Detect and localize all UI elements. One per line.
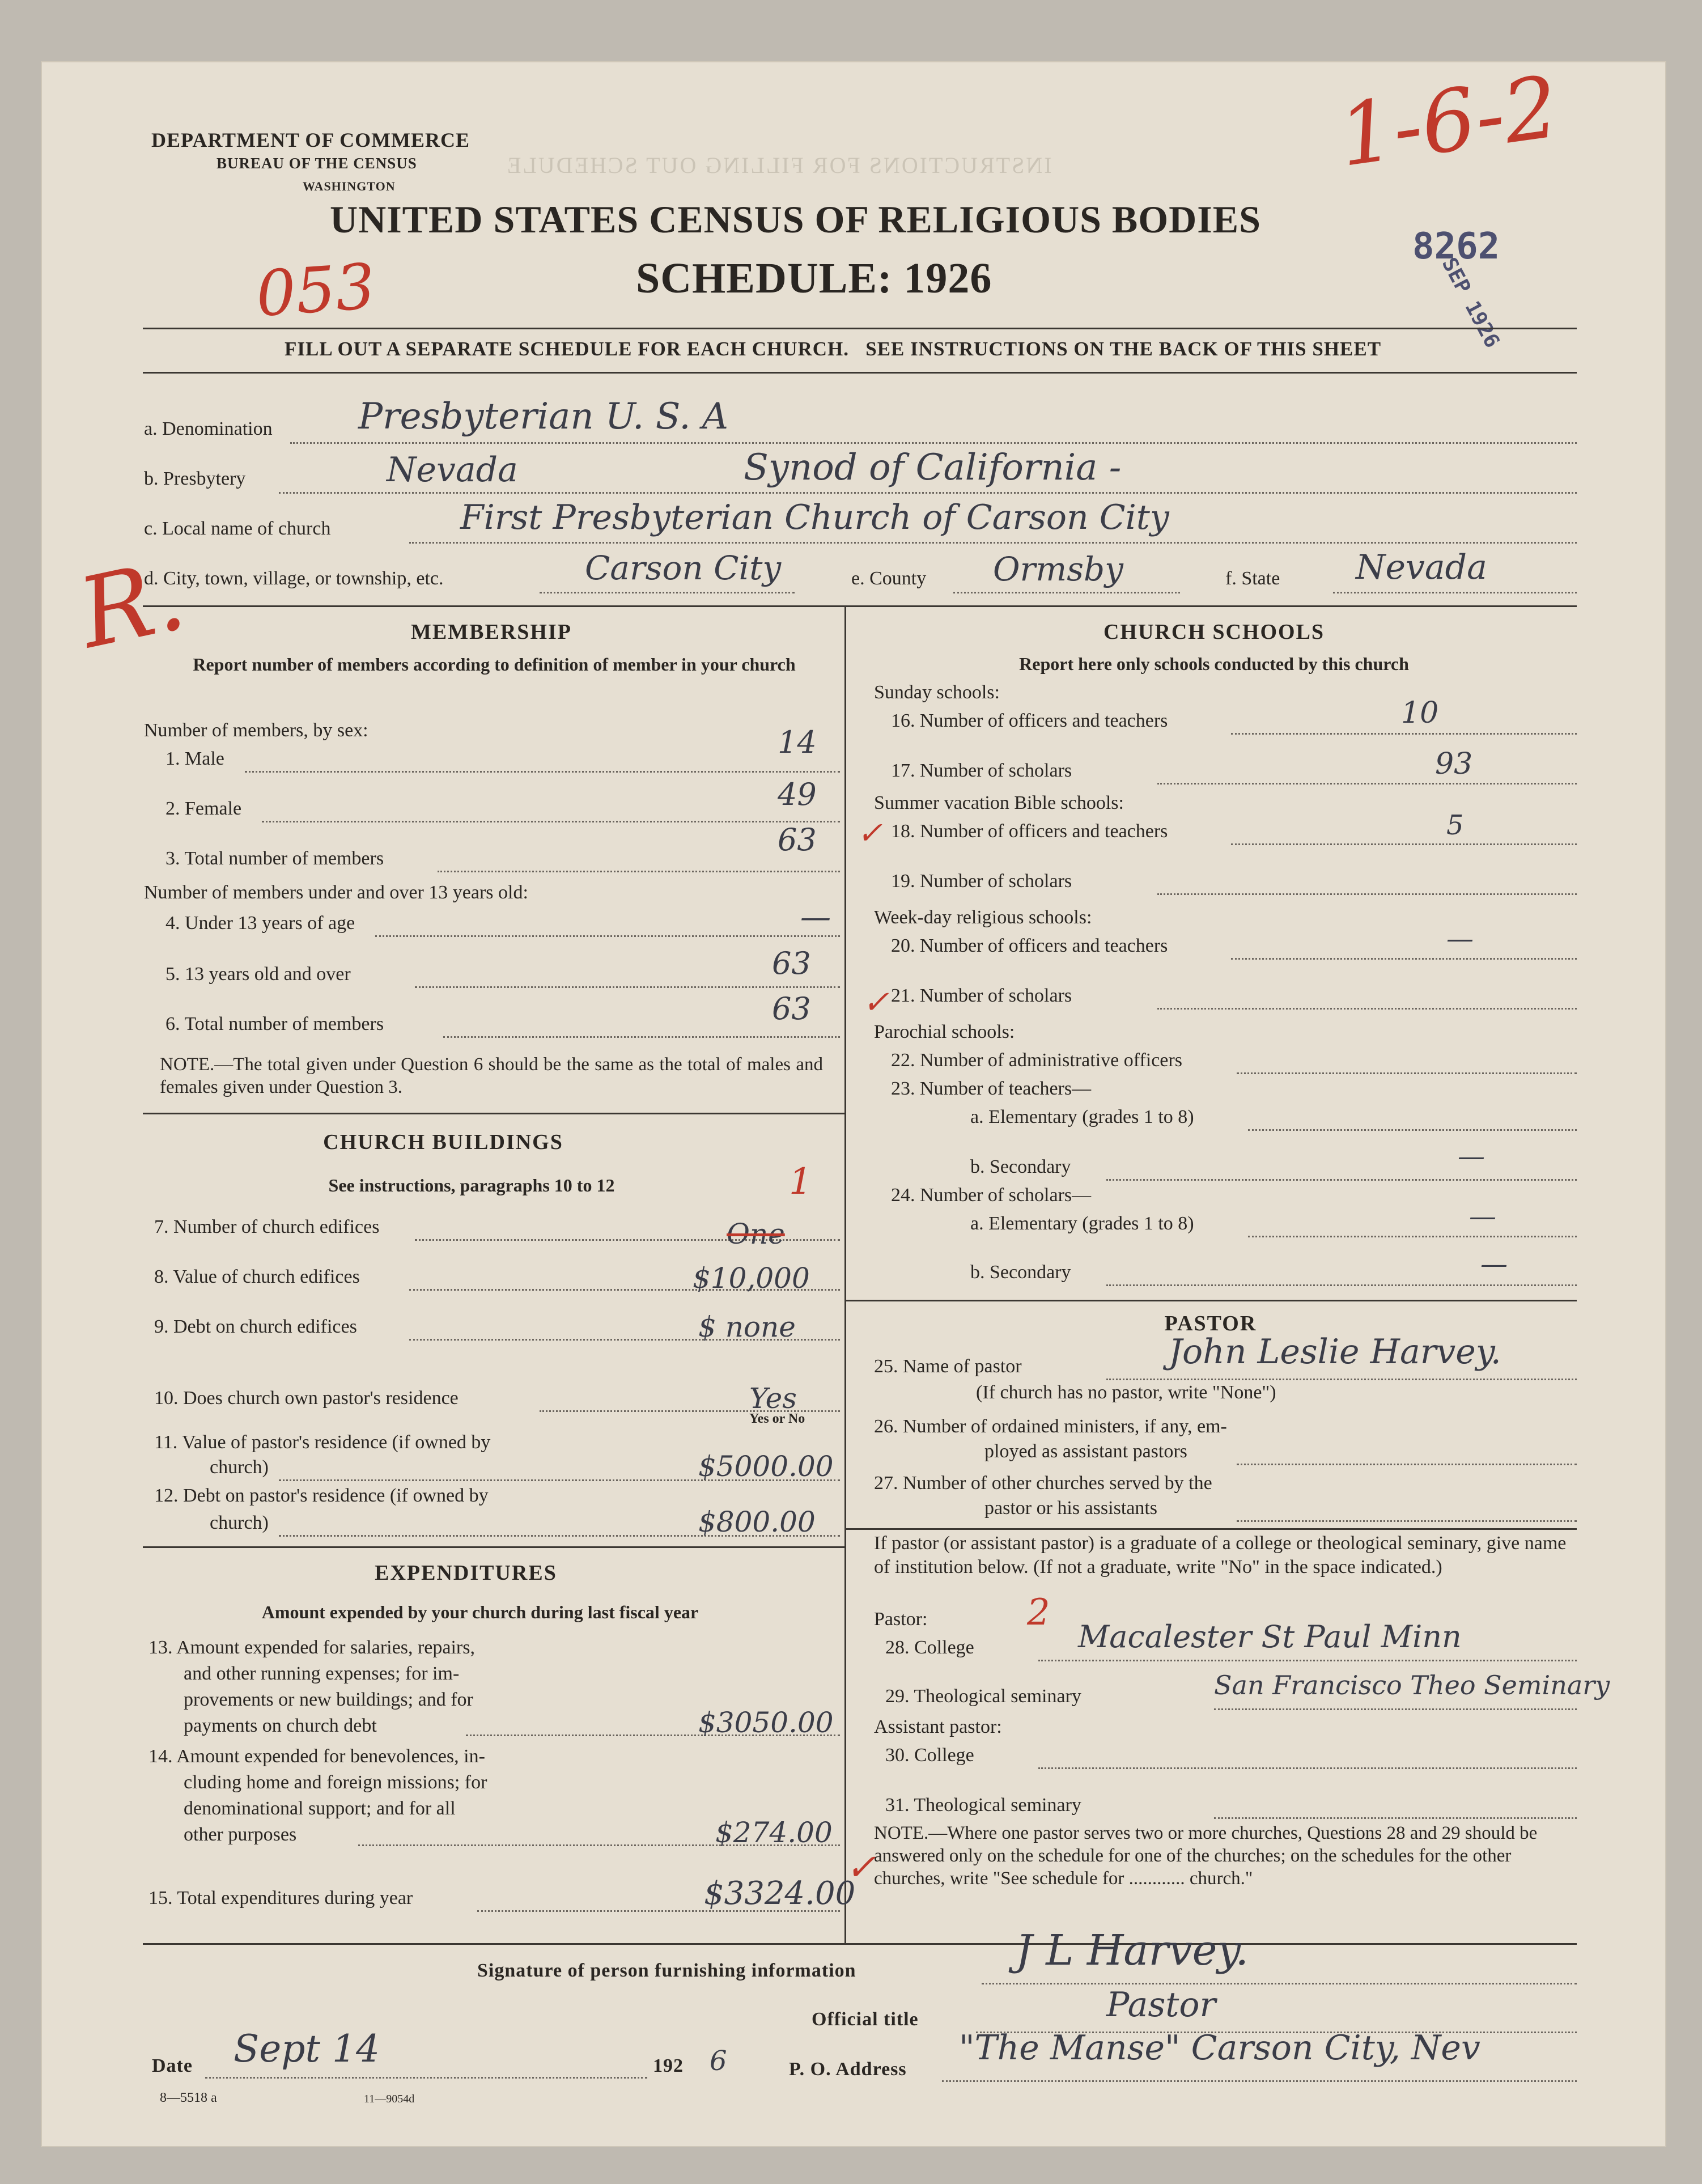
q26-line bbox=[1237, 1464, 1577, 1465]
form-title: UNITED STATES CENSUS OF RELIGIOUS BODIES bbox=[330, 198, 1261, 241]
q25-hint: (If church has no pastor, write "None") bbox=[976, 1382, 1276, 1403]
q23a-label: a. Elementary (grades 1 to 8) bbox=[970, 1106, 1194, 1127]
q14-value: $274.00 bbox=[715, 1816, 833, 1849]
q24a-label: a. Elementary (grades 1 to 8) bbox=[970, 1213, 1194, 1234]
q30-label: 30. College bbox=[885, 1745, 974, 1766]
date-label: Date bbox=[152, 2055, 193, 2076]
q12-value: $800.00 bbox=[698, 1506, 816, 1538]
presbytery-line bbox=[279, 492, 1577, 494]
form-number: 8—5518 a bbox=[160, 2090, 217, 2105]
q26-label-line2: ployed as assistant pastors bbox=[984, 1441, 1187, 1462]
expenditures-heading: EXPENDITURES bbox=[375, 1561, 557, 1585]
q21-label: 21. Number of scholars bbox=[891, 985, 1072, 1006]
q3-label: 3. Total number of members bbox=[165, 848, 384, 869]
q1-value: 14 bbox=[778, 724, 817, 760]
state-value: Nevada bbox=[1356, 548, 1487, 587]
census-form-sheet bbox=[41, 57, 1666, 2147]
q8-label: 8. Value of church edifices bbox=[154, 1266, 360, 1287]
q17-value: 93 bbox=[1435, 747, 1473, 781]
q17-line bbox=[1157, 783, 1577, 784]
state-label: f. State bbox=[1225, 568, 1280, 589]
q13-line1: 13. Amount expended for salaries, repairs, bbox=[148, 1637, 475, 1658]
county-label: e. County bbox=[851, 568, 927, 589]
q10-hint: Yes or No bbox=[749, 1411, 805, 1426]
q19-label: 19. Number of scholars bbox=[891, 871, 1072, 892]
q27-label-line1: 27. Number of other churches served by the bbox=[874, 1473, 1212, 1494]
q31-label: 31. Theological seminary bbox=[885, 1795, 1081, 1816]
denomination-value: Presbyterian U. S. A bbox=[358, 396, 729, 438]
church-name-label: c. Local name of church bbox=[144, 518, 331, 539]
membership-bottom-rule bbox=[143, 1113, 844, 1114]
q28-label: 28. College bbox=[885, 1637, 974, 1658]
q14-line2: cluding home and foreign missions; for bbox=[184, 1772, 487, 1793]
q13-line2: and other running expenses; for im- bbox=[184, 1663, 460, 1684]
q28-value: Macalester St Paul Minn bbox=[1078, 1619, 1462, 1655]
q12-label-line1: 12. Debt on pastor's residence (if owned by bbox=[154, 1485, 489, 1506]
county-line bbox=[953, 592, 1180, 593]
header-bottom-rule bbox=[143, 372, 1577, 374]
q15-check-mark: ✓ bbox=[846, 1847, 876, 1889]
dept-name: DEPARTMENT OF COMMERCE bbox=[151, 129, 470, 151]
official-title-label: Official title bbox=[812, 2009, 919, 2030]
q10-value: Yes bbox=[749, 1382, 797, 1415]
q13-text bbox=[148, 1635, 475, 1739]
q6-line bbox=[443, 1036, 840, 1038]
q11-label-line2: church) bbox=[210, 1457, 269, 1478]
q12-label-line2: church) bbox=[210, 1512, 269, 1533]
received-date-stamp: SEP 1926 bbox=[1437, 254, 1504, 352]
q25-label: 25. Name of pastor bbox=[874, 1356, 1022, 1377]
q26-label-line1: 26. Number of ordained ministers, if any, em- bbox=[874, 1416, 1227, 1437]
city-label: d. City, town, village, or township, etc. bbox=[144, 568, 444, 589]
q7-value: One bbox=[727, 1218, 785, 1250]
pastor-heading: PASTOR bbox=[1164, 1312, 1257, 1335]
q5-value: 63 bbox=[772, 945, 811, 981]
q16-line bbox=[1231, 733, 1577, 735]
q13-line3: provements or new buildings; and for bbox=[184, 1689, 473, 1710]
q13-line4: payments on church debt bbox=[184, 1715, 377, 1736]
q2-line bbox=[262, 821, 840, 822]
q27-label-line2: pastor or his assistants bbox=[984, 1498, 1158, 1519]
margin-mark: R. bbox=[70, 539, 194, 671]
q24b-line bbox=[1106, 1284, 1577, 1286]
q6-label: 6. Total number of members bbox=[165, 1013, 384, 1034]
city-value: Carson City bbox=[585, 549, 782, 587]
denomination-label: a. Denomination bbox=[144, 418, 273, 439]
buildings-heading: CHURCH BUILDINGS bbox=[323, 1130, 563, 1154]
date-value: Sept 14 bbox=[234, 2027, 380, 2071]
q2-label: 2. Female bbox=[165, 798, 242, 819]
pastor-mid-rule bbox=[844, 1528, 1577, 1530]
form-subtitle: SCHEDULE: 1926 bbox=[636, 255, 992, 302]
q9-label: 9. Debt on church edifices bbox=[154, 1316, 357, 1337]
q29-value: San Francisco Theo Seminary bbox=[1214, 1670, 1610, 1700]
q4-line bbox=[375, 935, 840, 937]
q8-value: $10,000 bbox=[693, 1262, 810, 1295]
q22-line bbox=[1237, 1072, 1577, 1074]
q17-label: 17. Number of scholars bbox=[891, 760, 1072, 781]
q27-line bbox=[1237, 1520, 1577, 1522]
summer-schools-heading: Summer vacation Bible schools: bbox=[874, 792, 1124, 813]
denomination-line bbox=[290, 442, 1577, 444]
presbytery-label: b. Presbytery bbox=[144, 468, 246, 489]
membership-heading: MEMBERSHIP bbox=[411, 620, 572, 644]
q20-line bbox=[1231, 958, 1577, 960]
q1-line bbox=[245, 771, 840, 773]
q15-value: $3324.00 bbox=[704, 1875, 856, 1912]
membership-note: NOTE.—The total given under Question 6 should be the same as the total of males and females given under Question 3. bbox=[160, 1054, 823, 1097]
q5-label: 5. 13 years old and over bbox=[165, 964, 351, 985]
q23b-value: — bbox=[1458, 1140, 1485, 1172]
q23-label: 23. Number of teachers— bbox=[891, 1078, 1092, 1099]
q16-value: 10 bbox=[1401, 696, 1439, 730]
stamp-number: 8262 bbox=[1412, 226, 1500, 268]
q1-label: 1. Male bbox=[165, 748, 224, 769]
q9-value: $ none bbox=[698, 1311, 796, 1343]
q22-label: 22. Number of administrative officers bbox=[891, 1050, 1182, 1071]
po-address-value: "The Manse" Carson City, Nev bbox=[959, 2028, 1480, 2068]
q15-label: 15. Total expenditures during year bbox=[148, 1888, 413, 1909]
po-address-label: P. O. Address bbox=[789, 2059, 907, 2080]
q11-label-line1: 11. Value of pastor's residence (if owned by bbox=[154, 1432, 491, 1453]
q23b-label: b. Secondary bbox=[970, 1156, 1071, 1177]
city-line bbox=[540, 592, 795, 593]
identity-bottom-rule bbox=[143, 605, 1577, 607]
sunday-schools-heading: Sunday schools: bbox=[874, 682, 1000, 703]
q14-text bbox=[148, 1744, 487, 1848]
q29-line bbox=[1214, 1708, 1577, 1710]
q16-label: 16. Number of officers and teachers bbox=[891, 710, 1168, 731]
buildings-bottom-rule bbox=[143, 1546, 844, 1548]
signature-value: J L Harvey. bbox=[1016, 1926, 1249, 1975]
file-code-annotation: 1-6-2 bbox=[1332, 57, 1564, 186]
q3-value: 63 bbox=[778, 822, 817, 858]
church-name-line bbox=[409, 542, 1577, 544]
schools-bottom-rule bbox=[844, 1300, 1577, 1301]
year-value: 6 bbox=[710, 2045, 727, 2077]
q13-value: $3050.00 bbox=[698, 1706, 834, 1739]
synod-value: Synod of California - bbox=[744, 447, 1122, 489]
q18-label: 18. Number of officers and teachers bbox=[891, 821, 1168, 842]
q2-value: 49 bbox=[778, 777, 817, 812]
official-title-value: Pastor bbox=[1106, 1985, 1216, 2025]
q30-line bbox=[1038, 1767, 1577, 1769]
pastor-subheading: Pastor: bbox=[874, 1609, 928, 1630]
schools-subtitle: Report here only schools conducted by this church bbox=[1019, 654, 1409, 674]
parochial-schools-heading: Parochial schools: bbox=[874, 1021, 1015, 1042]
body-bottom-rule bbox=[143, 1943, 1577, 1945]
q20-label: 20. Number of officers and teachers bbox=[891, 935, 1168, 956]
q14-line3: denominational support; and for all bbox=[184, 1798, 456, 1819]
q3-line bbox=[438, 871, 840, 872]
q4-label: 4. Under 13 years of age bbox=[165, 913, 355, 934]
q24-label: 24. Number of scholars— bbox=[891, 1185, 1092, 1206]
date-line bbox=[205, 2077, 647, 2079]
q20-value: — bbox=[1446, 923, 1474, 955]
signature-line bbox=[982, 1983, 1577, 1984]
bleed-through-text: INSTRUCTIONS FOR FILLING OUT SCHEDULE bbox=[506, 152, 1052, 178]
members-by-sex: Number of members, by sex: bbox=[144, 720, 368, 741]
header-top-rule bbox=[143, 328, 1577, 329]
signature-label: Signature of person furnishing information bbox=[477, 1960, 856, 1981]
q6-value: 63 bbox=[772, 991, 811, 1027]
q29-label: 29. Theological seminary bbox=[885, 1686, 1081, 1707]
q31-line bbox=[1214, 1817, 1577, 1819]
q19-line bbox=[1157, 893, 1577, 895]
serial-number-annotation: 053 bbox=[253, 249, 378, 331]
pastor-note: NOTE.—Where one pastor serves two or more churches, Questions 28 and 29 should be answered only on the schedule for one of the churches; on the schedules for the other churches, write "See schedule for ............ church." bbox=[874, 1823, 1538, 1889]
q4-value: — bbox=[800, 899, 831, 935]
expenditures-subtitle: Amount expended by your church during last fiscal year bbox=[261, 1602, 699, 1622]
q7-label: 7. Number of church edifices bbox=[154, 1216, 380, 1237]
county-value: Ormsby bbox=[993, 550, 1123, 588]
q7-correction: 1 bbox=[789, 1161, 812, 1203]
q25-line bbox=[1106, 1379, 1577, 1380]
q25-value: John Leslie Harvey. bbox=[1169, 1332, 1501, 1372]
weekday-schools-heading: Week-day religious schools: bbox=[874, 907, 1092, 928]
church-name-value: First Presbyterian Church of Carson City bbox=[460, 498, 1169, 537]
presbytery-value: Nevada bbox=[387, 450, 518, 490]
age-heading: Number of members under and over 13 years old: bbox=[144, 882, 528, 903]
q24b-value: — bbox=[1480, 1248, 1508, 1280]
q3-check-mark: ✓ bbox=[857, 815, 883, 851]
q14-line1: 14. Amount expended for benevolences, in- bbox=[148, 1746, 485, 1767]
assistant-pastor-subheading: Assistant pastor: bbox=[874, 1716, 1002, 1737]
schools-heading: CHURCH SCHOOLS bbox=[1103, 620, 1325, 644]
po-address-line bbox=[942, 2080, 1577, 2082]
q5-line bbox=[415, 986, 840, 988]
column-divider bbox=[844, 605, 846, 1943]
general-instruction: FILL OUT A SEPARATE SCHEDULE FOR EACH CHURCH. SEE INSTRUCTIONS ON THE BACK OF THIS SHEET bbox=[285, 338, 1382, 360]
year-prefix: 192 bbox=[653, 2055, 684, 2076]
graduate-note: If pastor (or assistant pastor) is a graduate of a college or theological seminary, give name of institution below. (If not a graduate, write "No" in the space indicated.) bbox=[874, 1533, 1567, 1577]
q23a-line bbox=[1248, 1129, 1577, 1131]
q28-line bbox=[1038, 1660, 1577, 1661]
state-line bbox=[1333, 592, 1577, 593]
q24a-line bbox=[1248, 1236, 1577, 1237]
q10-label: 10. Does church own pastor's residence bbox=[154, 1388, 459, 1409]
q14-line4: other purposes bbox=[184, 1824, 297, 1845]
q6-check-mark: ✓ bbox=[863, 984, 889, 1021]
q18-line bbox=[1231, 843, 1577, 845]
membership-intro: Report number of members according to definition of member in your church bbox=[193, 654, 796, 675]
q23b-line bbox=[1106, 1179, 1577, 1181]
buildings-subtitle: See instructions, paragraphs 10 to 12 bbox=[328, 1175, 615, 1195]
q11-value: $5000.00 bbox=[698, 1450, 834, 1483]
q18-value: 5 bbox=[1446, 809, 1464, 841]
q21-line bbox=[1157, 1008, 1577, 1010]
bureau-city: WASHINGTON bbox=[303, 179, 396, 193]
bureau-name: BUREAU OF THE CENSUS bbox=[217, 155, 417, 172]
q24a-value: — bbox=[1469, 1201, 1496, 1232]
q24b-label: b. Secondary bbox=[970, 1262, 1071, 1283]
print-number: 11—9054d bbox=[364, 2093, 415, 2105]
pastor-mark: 2 bbox=[1027, 1592, 1050, 1634]
